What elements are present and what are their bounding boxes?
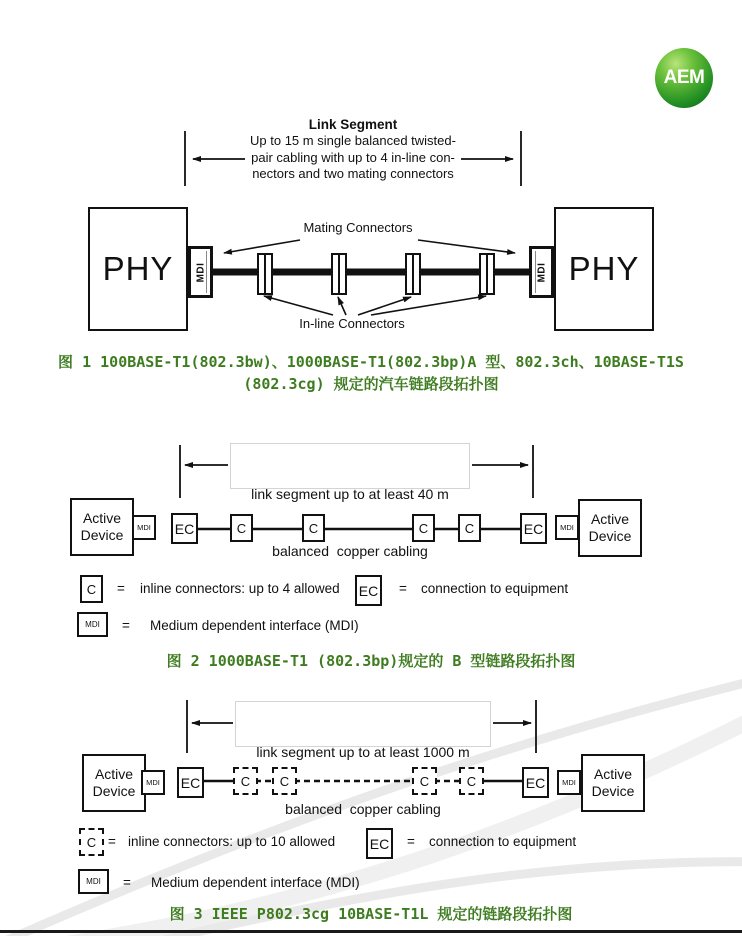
c-label: C: [419, 773, 430, 789]
figure3-legend-c-box: [79, 828, 104, 856]
connector-bar: [486, 253, 495, 295]
mdi-label: MDI: [562, 778, 576, 787]
active-device-label: Active Device: [92, 766, 136, 799]
figure3-segment-line1: link segment up to at least 1000 m: [256, 744, 470, 760]
figure1-inline-connector-2: [331, 253, 347, 291]
mdi-label: MDI: [85, 620, 100, 629]
figure1-caption-line2: (802.3cg) 规定的汽车链路段拓扑图: [243, 375, 499, 393]
active-device-label: Active Device: [588, 511, 632, 544]
figure2-active-device-right: [578, 499, 642, 557]
figure3-ec-left: [177, 767, 204, 798]
figure2-segment-line1: link segment up to at least 40 m: [251, 486, 449, 502]
c-label: C: [308, 520, 319, 536]
figure1-inline-connector-4: [479, 253, 495, 291]
figure3-connector-3: [412, 767, 437, 795]
mdi-label: MDI: [195, 262, 206, 282]
connector-bar: [338, 253, 347, 295]
figure1-inline-connectors-label: In-line Connectors: [299, 316, 405, 331]
figure1-desc-line1: Up to 15 m single balanced twisted-: [250, 133, 456, 148]
figure1-caption-line1: 图 1 100BASE-T1(802.3bw)、1000BASE-T1(802.3bp)A 型、802.3ch、10BASE-T1S: [58, 353, 684, 371]
figure3-legend-ec-box: [366, 828, 393, 859]
figure3-active-device-right: [581, 754, 645, 812]
ec-label: EC: [174, 520, 195, 537]
figure2-legend-ec-text: connection to equipment: [421, 581, 569, 596]
figure2-legend-c-text: inline connectors: up to 4 allowed: [140, 581, 340, 596]
figure3-legend-mdi-box: [78, 869, 109, 894]
mdi-label: MDI: [560, 523, 574, 532]
figure2-legend-mdi-box: [77, 612, 108, 637]
figure1-inline-connector-arrows: [264, 296, 486, 315]
figure1-inline-connector-3: [405, 253, 421, 291]
ec-label: EC: [523, 520, 544, 537]
figure1-link-segment-title: Link Segment: [308, 117, 398, 132]
figure2-legend-ec-box: [355, 575, 382, 606]
figure1-mating-connectors-label: Mating Connectors: [303, 220, 413, 235]
figure3-legend-ec-text: connection to equipment: [429, 834, 577, 849]
mdi-label: MDI: [536, 262, 547, 282]
equals-sign: =: [117, 581, 125, 596]
connector-bar: [412, 253, 421, 295]
mdi-divider-line: [206, 251, 207, 293]
figure1-phy-left-box: [88, 207, 188, 331]
figure3-active-device-left: [82, 754, 146, 812]
figure2-caption: 图 2 1000BASE-T1 (802.3bp)规定的 B 型链路段拓扑图: [166, 652, 576, 670]
figure1-mdi-left-box: [188, 246, 213, 298]
aem-logo: [655, 48, 713, 108]
figure2-ec-right: [520, 513, 547, 544]
c-label: C: [236, 520, 247, 536]
equals-sign: =: [122, 618, 130, 633]
c-label: C: [86, 834, 97, 850]
figure2-mdi-left: [132, 515, 156, 540]
ec-label: EC: [180, 774, 201, 791]
figure2-connector-3: [412, 514, 435, 542]
mdi-divider-line: [535, 251, 536, 293]
ec-label: EC: [358, 582, 379, 599]
figure1-caption: [0, 351, 742, 395]
active-device-label: Active Device: [591, 766, 635, 799]
equals-sign: =: [123, 875, 131, 890]
c-label: C: [279, 773, 290, 789]
figure3-mdi-right: [557, 770, 581, 795]
figure1-inline-connector-1: [257, 253, 273, 291]
mdi-label: MDI: [146, 778, 160, 787]
figure2-connector-4: [458, 514, 481, 542]
figure3-ec-right: [522, 767, 549, 798]
figure2-ec-left: [171, 513, 198, 544]
equals-sign: =: [399, 581, 407, 596]
c-label: C: [418, 520, 429, 536]
connector-bar: [264, 253, 273, 295]
figure3-mdi-left: [141, 770, 165, 795]
phy-label: PHY: [568, 250, 640, 287]
figure2-active-device-left: [70, 498, 134, 556]
figure1-desc-line3: nectors and two mating connectors: [252, 166, 454, 181]
figure3-caption: 图 3 IEEE P802.3cg 10BASE-T1L 规定的链路段拓扑图: [169, 905, 573, 923]
figure1-mdi-right-box: [529, 246, 554, 298]
equals-sign: =: [108, 834, 116, 849]
figure3-connector-2: [272, 767, 297, 795]
figure2-mdi-right: [555, 515, 579, 540]
figure2-segment-line2: balanced copper cabling: [272, 543, 428, 559]
ec-label: EC: [525, 774, 546, 791]
figure1-desc-line2: pair cabling with up to 4 in-line con-: [251, 149, 455, 165]
phy-label: PHY: [102, 250, 174, 287]
figure1-phy-right-box: [554, 207, 654, 331]
c-label: C: [86, 581, 97, 597]
c-label: C: [464, 520, 475, 536]
figure2-connector-2: [302, 514, 325, 542]
figure2-legend-c-box: [80, 575, 103, 603]
mdi-label: MDI: [137, 523, 151, 532]
aem-logo-text: AEM: [663, 67, 705, 88]
figure3-connector-4: [459, 767, 484, 795]
figure3-connector-1: [233, 767, 258, 795]
ec-label: EC: [369, 835, 390, 852]
figure2-legend-mdi-text: Medium dependent interface (MDI): [150, 618, 359, 633]
active-device-label: Active Device: [80, 510, 124, 543]
figure2-link-segment-label: [230, 443, 470, 559]
figure3-segment-line2: balanced copper cabling: [285, 801, 441, 817]
figure3-link-segment-label: [235, 701, 491, 817]
page-bottom-rule: [0, 930, 742, 933]
figure1-link-segment-description: [198, 133, 508, 183]
figure3-legend-mdi-text: Medium dependent interface (MDI): [151, 875, 360, 890]
figure3-legend-c-text: inline connectors: up to 10 allowed: [128, 834, 336, 849]
figure1-mating-connector-arrows: [224, 240, 515, 253]
c-label: C: [240, 773, 251, 789]
c-label: C: [466, 773, 477, 789]
equals-sign: =: [407, 834, 415, 849]
figure2-connector-1: [230, 514, 253, 542]
mdi-label: MDI: [86, 877, 101, 886]
